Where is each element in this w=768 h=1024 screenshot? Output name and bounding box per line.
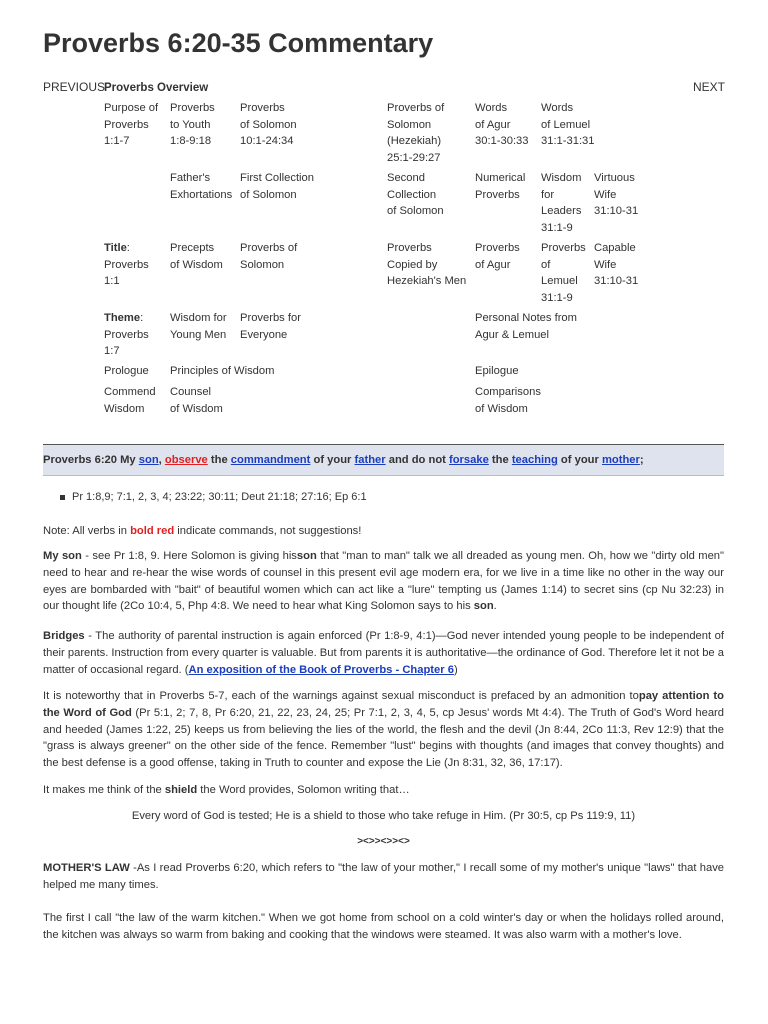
bridges-text: - The authority of parental instruction is again enforced (Pr 1:8-9, 4:1)—God never intended young people to be independent of their parents. Instruction from every quarter is valuable. But from parents it is authoritative—the ordinance of God. Therefore let it not be a matter of occasional regard. ( <box>43 630 724 676</box>
bridges-label: Bridges <box>43 630 85 642</box>
overview-cell: Precepts of Wisdom <box>170 242 223 271</box>
overview-cell: Virtuous Wife 31:10-31 <box>594 172 639 218</box>
verse-box <box>43 444 724 476</box>
overview-cell: Comparisons of Wisdom <box>475 386 541 415</box>
my-son-label: My son <box>43 550 82 562</box>
verse-punct: , <box>158 454 165 466</box>
mothers-law-paragraph <box>43 860 724 894</box>
note-paragraph <box>43 523 724 540</box>
overview-cell: Proverbs of Solomon 10:1-24:34 <box>240 102 297 148</box>
overview-cell: Principles of Wisdom <box>170 365 275 377</box>
word-link-son[interactable]: son <box>138 454 159 466</box>
note-text: Note: All verbs in <box>43 525 131 537</box>
word-link-observe[interactable]: observe <box>164 454 208 466</box>
shield-paragraph <box>43 782 724 799</box>
noteworthy-bold: pay attention to the Word of God <box>43 690 724 719</box>
overview-cell: Epilogue <box>475 365 519 377</box>
noteworthy-text: It is noteworthy that in Proverbs 5-7, each of the warnings against sexual misconduct is prefaced by an admonition to <box>43 690 639 702</box>
verse-end: ; <box>639 454 644 466</box>
overview-cell: Counsel of Wisdom <box>170 386 223 415</box>
overview-cell: Proverbs Copied by Hezekiah's Men <box>387 242 467 288</box>
bridges-paragraph <box>43 628 724 678</box>
overview-cell: Proverbs of Solomon <box>240 242 298 271</box>
noteworthy-paragraph <box>43 688 724 772</box>
shield-text-end: the Word provides, Solomon writing that… <box>197 784 410 796</box>
verse-text-2: of your <box>310 454 355 466</box>
noteworthy-text-2: (Pr 5:1, 2; 7, 8, Pr 6:20, 21, 22, 23, 24, 25; Pr 7:1, 2, 3, 4, 5, cp Jesus' words Mt 4:4). The Truth of God's Word heard and heeded (James 1:22, 25) keeps us from believing the lies of the world, the flesh and the devil (Jn 8:44, 2Co 11:3, Rev 12:9) that the "grass is always greener" on the other side of the fence. Remember "lust" begins with thoughts (and images that convey thoughts) and the best defense is a good offense, taking in Truth to counter and expose the Lie (Jn 8:31, 32, 36, 17:17). <box>43 706 725 770</box>
overview-cell: Numerical Proverbs <box>475 172 526 201</box>
bullet-icon <box>60 495 65 500</box>
my-son-end: . <box>493 600 497 613</box>
verse-text-1: the <box>207 454 231 466</box>
exposition-link[interactable]: An exposition of the Book of Proverbs - Chapter 6 <box>188 663 454 676</box>
word-link-mother[interactable]: mother <box>601 454 640 466</box>
mothers-law-text: -As I read Proverbs 6:20, which refers to "the law of your mother," I recall some of my mother's unique "laws" that have helped me many times. <box>43 862 725 891</box>
cross-references <box>60 491 367 503</box>
kitchen-paragraph: The first I call "the law of the warm kitchen." When we got home from school on a cold winter's day or when the holidays rolled around, the kitchen was always so warm from baking and cooking that the windows were steamed. It was also warm with a mother's love. <box>43 912 724 941</box>
mothers-law-label: MOTHER'S LAW <box>43 862 130 874</box>
cross-references-text: Pr 1:8,9; 7:1, 2, 3, 4; 23:22; 30:11; Deut 21:18; 27:16; Ep 6:1 <box>72 491 367 503</box>
bridges-end: ) <box>453 663 458 676</box>
scripture-quote: Every word of God is tested; He is a shield to those who take refuge in Him. (Pr 30:5, cp Ps 119:9, 11) <box>131 810 636 822</box>
overview-cell: Father's Exhortations <box>170 172 233 201</box>
note-red-text: bold red <box>130 525 175 537</box>
overview-cell: Personal Notes from Agur & Lemuel <box>475 312 577 341</box>
my-son-text: - see Pr 1:8, 9. Here Solomon is giving his <box>81 550 297 562</box>
note-text-end: indicate commands, not suggestions! <box>174 525 362 537</box>
page-title: Proverbs 6:20-35 Commentary <box>43 28 434 58</box>
word-link-forsake[interactable]: forsake <box>449 454 489 466</box>
overview-title: Proverbs Overview <box>104 82 209 94</box>
word-link-teaching[interactable]: teaching <box>511 454 558 466</box>
verse-ref: Proverbs 6:20 My <box>43 454 139 466</box>
my-son-text-2: that "man to man" talk we all dreaded as young men. Oh, how we "dirty old men" need to hear and re-hear the wise words of counsel in this present evil age modern era, for we live in a time like no other in the way our eyes are bombarded with "bait" of beautiful women which can act like a "lure" tempting us (James 1:14) to secret sins (cp Nu 32:23) in our thought life (2Co 10:4, 5, Php 4:8. We need to hear what King Solomon says to his <box>43 550 724 613</box>
overview-cell: Words of Agur 30:1-30:33 <box>475 102 529 148</box>
next-link[interactable]: NEXT <box>692 80 725 94</box>
overview-cell: Prologue <box>104 365 149 377</box>
overview-cell: Capable Wife 31:10-31 <box>594 242 639 288</box>
overview-cell: Proverbs for Everyone <box>240 312 301 341</box>
verse-text-4: the <box>488 454 512 466</box>
overview-cell: First Collection of Solomon <box>240 172 314 201</box>
shield-bold: shield <box>164 784 198 796</box>
verse-text-3: and do not <box>385 454 449 466</box>
overview-cell: Wisdom for Young Men <box>170 312 227 341</box>
overview-cell: Words of Lemuel 31:1-31:31 <box>541 102 595 148</box>
my-son-bold: son <box>296 550 317 562</box>
word-link-commandment[interactable]: commandment <box>230 454 311 466</box>
word-link-father[interactable]: father <box>354 454 386 466</box>
my-son-paragraph <box>43 548 724 615</box>
overview-cell: Title: Proverbs 1:1 <box>104 242 149 288</box>
overview-cell: Proverbs to Youth 1:8-9:18 <box>170 102 215 148</box>
overview-cell: Proverbs of Lemuel 31:1-9 <box>541 242 586 304</box>
overview-cell: Commend Wisdom <box>104 386 156 415</box>
overview-cell: Purpose of Proverbs 1:1-7 <box>104 102 159 148</box>
overview-cell: Proverbs of Solomon (Hezekiah) 25:1-29:27 <box>387 102 445 164</box>
previous-link[interactable]: PREVIOUS <box>43 80 106 94</box>
verse-text <box>43 454 644 466</box>
overview-cell: Wisdom for Leaders 31:1-9 <box>541 172 582 234</box>
my-son-bold-2: son <box>473 600 494 613</box>
verse-text-5: of your <box>557 454 602 466</box>
overview-cell: Theme: Proverbs 1:7 <box>104 312 149 358</box>
divider: ><>><>><> <box>357 836 410 847</box>
shield-text: It makes me think of the <box>43 784 165 796</box>
overview-cell: Proverbs of Agur <box>475 242 520 271</box>
overview-cell: Second Collection of Solomon <box>387 172 444 218</box>
